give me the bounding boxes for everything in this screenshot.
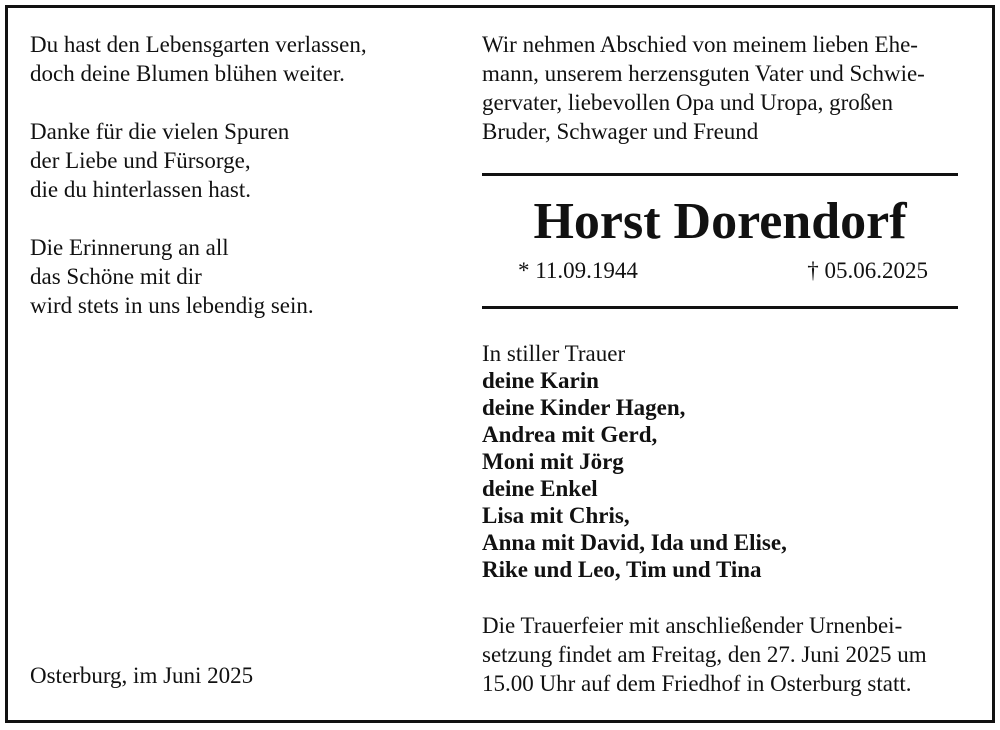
poem-line: das Schöne mit dir — [30, 264, 202, 289]
poem-stanza-2 — [30, 117, 450, 204]
mourner-line: deine Kinder Hagen, — [482, 395, 686, 420]
death-date: † 05.06.2025 — [807, 258, 928, 283]
poem-line: die du hinterlassen hast. — [30, 177, 252, 202]
poem-line: der Liebe und Fürsorge, — [30, 148, 251, 173]
intro-line: mann, unserem herzensguten Vater und Schwie- — [482, 61, 925, 86]
mourner-line: deine Karin — [482, 368, 599, 393]
intro-line: Wir nehmen Abschied von meinem lieben Ehe- — [482, 32, 918, 57]
poem-line: Du hast den Lebensgarten verlassen, — [30, 32, 367, 57]
poem-stanza-3 — [30, 233, 450, 320]
birth-date: * 11.09.1944 — [518, 258, 638, 283]
mourner-line: Andrea mit Gerd, — [482, 422, 658, 447]
divider-top — [482, 173, 958, 176]
divider-bottom — [482, 306, 958, 309]
life-dates — [518, 256, 928, 285]
service-info — [482, 611, 958, 698]
service-line: setzung findet am Freitag, den 27. Juni 2025 um — [482, 642, 927, 667]
intro-text — [482, 30, 958, 146]
intro-line: Bruder, Schwager und Freund — [482, 119, 759, 144]
mourners-heading: In stiller Trauer — [482, 341, 626, 366]
service-line: 15.00 Uhr auf dem Friedhof in Osterburg statt. — [482, 671, 912, 696]
mourner-line: deine Enkel — [482, 476, 598, 501]
poem-line: doch deine Blumen blühen weiter. — [30, 61, 345, 86]
mourner-line: Anna mit David, Ida und Elise, — [482, 530, 787, 555]
poem-line: Die Erinnerung an all — [30, 235, 229, 260]
mourners-block — [482, 340, 958, 583]
poem-stanza-1 — [30, 30, 450, 88]
deceased-name: Horst Dorendorf — [533, 193, 907, 250]
poem — [30, 30, 450, 349]
mourner-line: Lisa mit Chris, — [482, 503, 630, 528]
poem-line: Danke für die vielen Spuren — [30, 119, 290, 144]
place-date: Osterburg, im Juni 2025 — [30, 663, 254, 688]
mourner-line: Rike und Leo, Tim und Tina — [482, 557, 762, 582]
mourner-line: Moni mit Jörg — [482, 449, 624, 474]
intro-line: gervater, liebevollen Opa und Uropa, großen — [482, 90, 894, 115]
poem-line: wird stets in uns lebendig sein. — [30, 293, 314, 318]
service-line: Die Trauerfeier mit anschließender Urnenbei- — [482, 613, 903, 638]
